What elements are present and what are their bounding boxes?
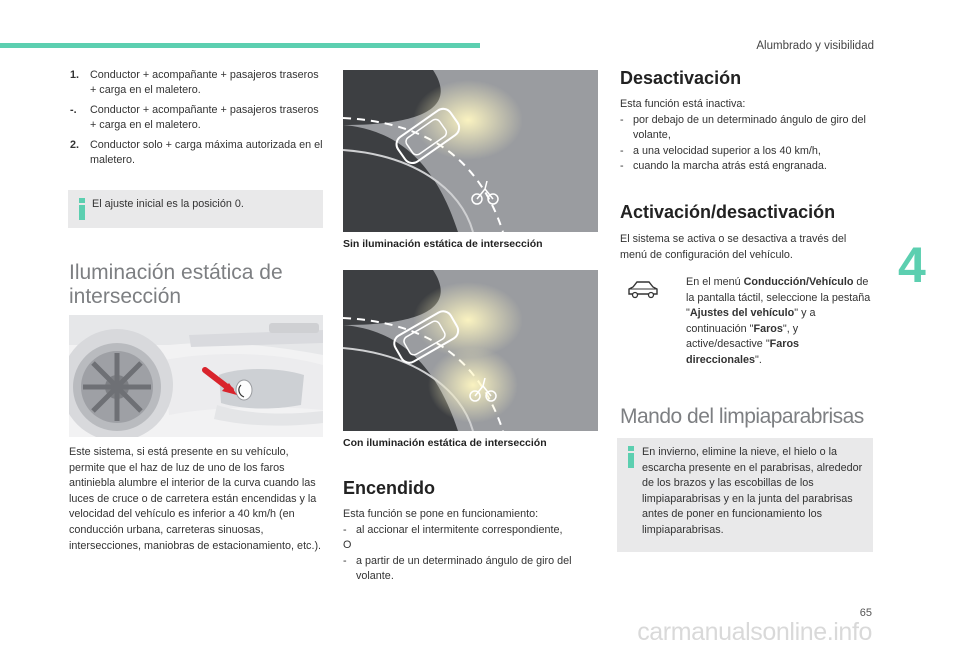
list-item	[70, 68, 326, 98]
section-header-title: Alumbrado y visibilidad	[756, 40, 874, 52]
chapter-number: 4	[898, 237, 926, 293]
heading-encendido: Encendido	[343, 478, 436, 498]
tab-name-ajustes: Ajustes del vehículo	[689, 307, 795, 320]
desactivacion-body	[620, 97, 875, 175]
desactivacion-item: a una velocidad superior a los 40 km/h,	[633, 144, 821, 157]
list-item-number: -.	[70, 104, 77, 116]
list-item	[70, 103, 326, 133]
encendido-body	[343, 507, 601, 585]
option-faros-direccionales: Faros direccionales	[686, 338, 800, 366]
road-diagram-without-lighting	[343, 70, 598, 232]
info-text: En invierno, elimine la nieve, el hielo o la escarcha presente en el parabrisas, alrededor de los brazos y las escobillas de los limpiaparabrisas y en la junta del parabrisas antes de poner en funcionamiento los limpiaparabrisas.	[642, 446, 863, 536]
load-position-list	[70, 68, 326, 173]
caption-with-lighting: Con iluminación estática de intersección	[343, 437, 547, 449]
instruction-part: " y a continuación "	[686, 307, 816, 335]
info-box-winter	[617, 438, 873, 552]
option-faros: Faros	[753, 322, 783, 335]
instruction-row	[670, 275, 875, 369]
menu-name-conduccion: Conducción	[743, 276, 807, 288]
heading-limpiaparabrisas: Mando del limpiaparabrisas	[620, 405, 864, 428]
car-settings-icon	[627, 280, 659, 300]
info-icon	[76, 198, 88, 220]
car-front-image	[69, 315, 323, 437]
fog-light-illustration	[69, 315, 323, 437]
list-item-text: Conductor + acompañante + pasajeros traseros + carga en el maletero.	[90, 69, 319, 96]
list-item: - a una velocidad superior a los 40 km/h,	[620, 144, 875, 160]
instruction-text	[686, 275, 875, 369]
desactivacion-intro: Esta función está inactiva:	[620, 98, 746, 110]
menu-name-vehiculo: Vehículo	[809, 276, 854, 288]
encendido-or: O	[343, 539, 352, 552]
static-lighting-description: Este sistema, si está presente en su vehículo, permite que el haz de luz de uno de los faros antiniebla alumbre el interior de la curva cuando las luces de cruce o de carretera están encendidas y la velocidad del vehículo es inferior a 40 km/h (en conducción urbana, carreteras sinuosas, intersecciones, maniobras de estacionamiento, etc.).	[69, 446, 322, 552]
instruction-part: de la pantalla táctil, seleccione la pestaña "	[686, 276, 871, 320]
desactivacion-item: por debajo de un determinado ángulo de giro del volante,	[633, 113, 866, 142]
title-line: Iluminación estática de	[69, 261, 283, 284]
info-icon	[625, 446, 637, 468]
instruction-part: En el menú	[686, 276, 744, 288]
info-text: El ajuste inicial es la posición 0.	[92, 198, 244, 210]
activacion-instruction	[670, 275, 875, 369]
header-accent-bar	[0, 43, 480, 48]
page-number: 65	[859, 607, 872, 619]
encendido-item: a partir de un determinado ángulo de giro del volante.	[356, 554, 572, 583]
list-item-text: Conductor + acompañante + pasajeros traseros + carga en el maletero.	[90, 104, 319, 131]
instruction-part: ".	[755, 353, 762, 366]
list-item-number: 1.	[70, 69, 80, 81]
desactivacion-item: cuando la marcha atrás está engranada.	[633, 160, 827, 173]
arrow-bullet-icon	[670, 275, 686, 369]
heading-activacion: Activación/desactivación	[620, 202, 836, 222]
instruction-part: /	[806, 276, 810, 288]
info-box-initial-setting	[68, 190, 323, 228]
list-item: - al accionar el intermitente correspondiente,	[343, 523, 601, 539]
road-diagram-with-lighting	[343, 270, 598, 431]
list-item	[70, 138, 326, 168]
caption-without-lighting: Sin iluminación estática de intersección	[343, 238, 543, 250]
activacion-intro: El sistema se activa o se desactiva a través del menú de configuración del vehículo.	[620, 233, 847, 261]
encendido-intro: Esta función se pone en funcionamiento:	[343, 508, 539, 520]
encendido-item: al accionar el intermitente correspondiente,	[356, 523, 563, 536]
image-with-intersection-lighting	[343, 270, 598, 431]
heading-desactivacion: Desactivación	[620, 68, 742, 88]
title-line: intersección	[69, 285, 182, 308]
list-item: - cuando la marcha atrás está engranada.	[620, 159, 875, 175]
list-item-text: Conductor solo + carga máxima autorizada en el maletero.	[90, 139, 323, 166]
section-title-static-lighting	[69, 261, 329, 309]
watermark: carmanualsonline.info	[637, 618, 872, 646]
list-item: - por debajo de un determinado ángulo de giro del volante,	[620, 113, 875, 144]
instruction-part: ", y active/desactive "	[686, 322, 799, 351]
list-item-number: 2.	[70, 139, 80, 151]
image-without-intersection-lighting	[343, 70, 598, 232]
list-item: - a partir de un determinado ángulo de giro del volante.	[343, 554, 601, 585]
